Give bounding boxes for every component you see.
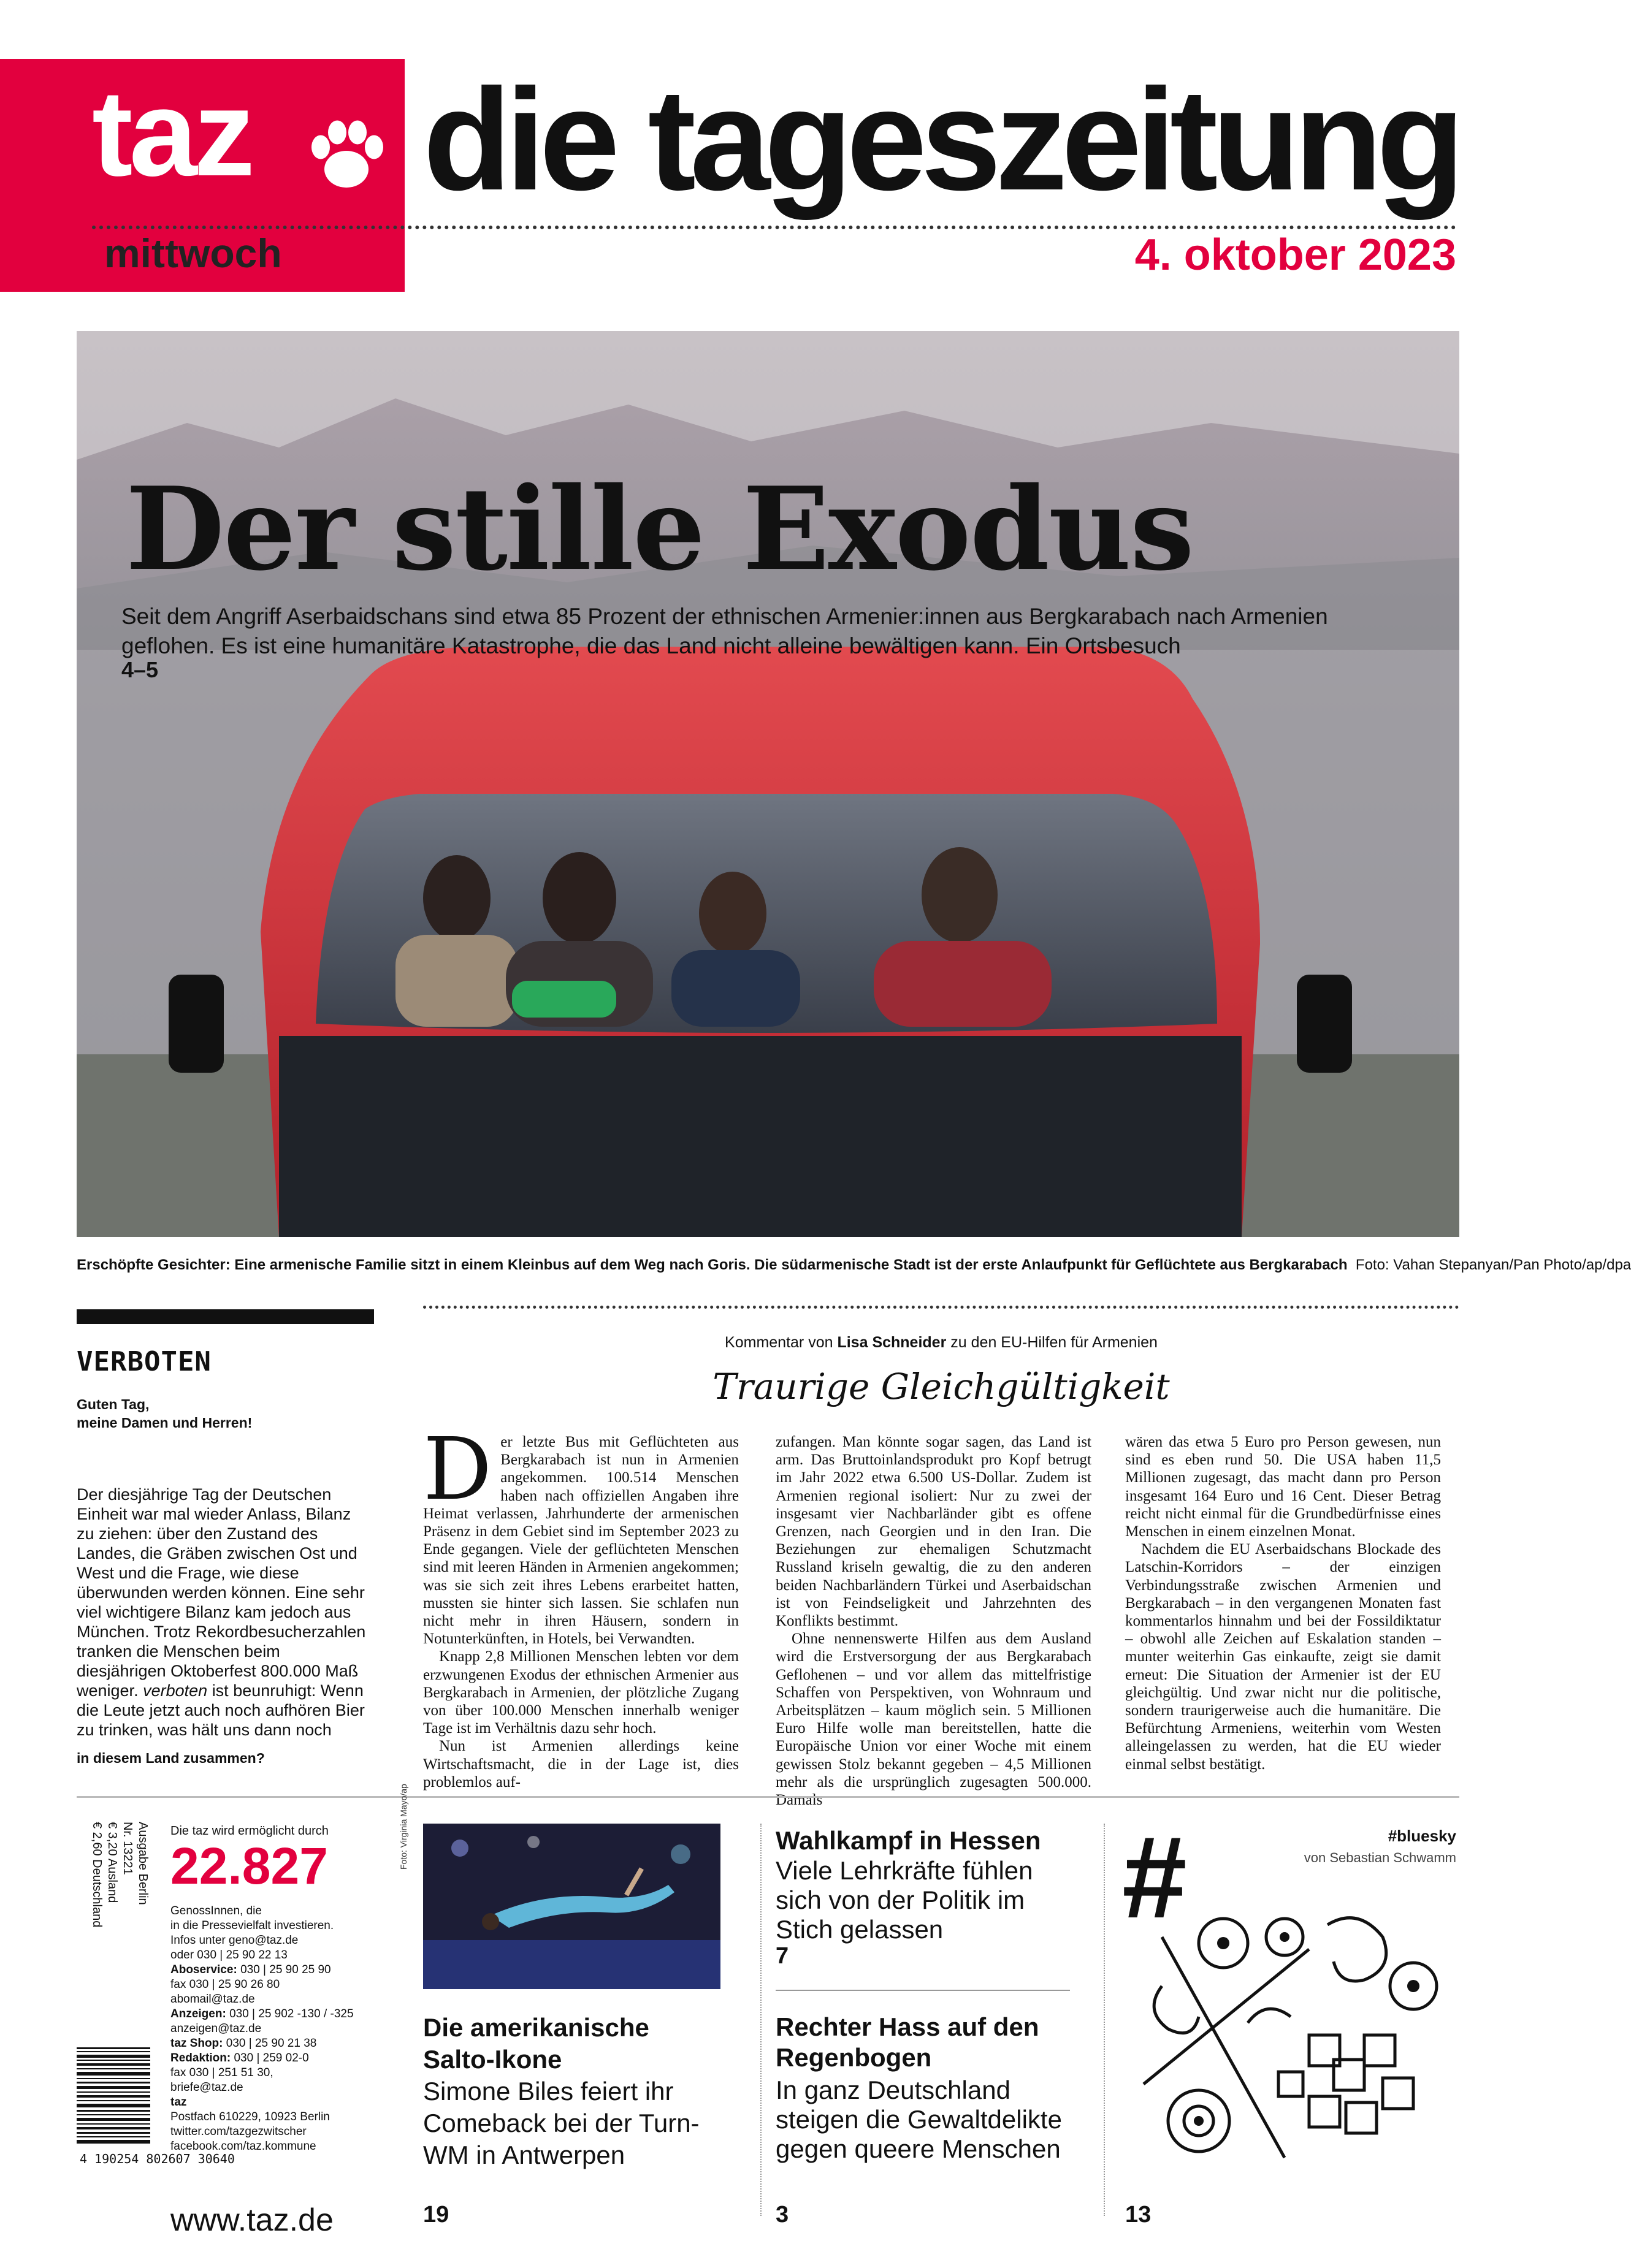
teaser-body: In ganz Deutschland steigen die Gewaltdelikte gegen queere Menschen: [776, 2076, 1062, 2163]
comment-title[interactable]: Traurige Gleichgültigkeit: [712, 1366, 1170, 1407]
comment-paragraph: wären das etwa 5 Euro pro Person gewesen, nun sind es eben rund 50. Die USA haben 11,5 Millionen zugesagt, das macht dann pro Person insgesamt 164 Euro und 16 Cent. Dieser Betrag reicht nicht einmal für die Grundbedürfnisse eines Menschen in einem einzelnen Monat.: [1125, 1434, 1441, 1540]
teaser-title[interactable]: Wahlkampf in Hessen: [776, 1826, 1041, 1855]
cover-headline[interactable]: Der stille Exodus: [126, 462, 1193, 596]
bluesky-title[interactable]: #bluesky: [1388, 1827, 1456, 1845]
verboten-body-tail: ist beunruhigt: Wenn die Leute jetzt auch noch aufhören Bier zu trinken, was hält uns dann noch: [77, 1681, 365, 1739]
bluesky-illustration: [1125, 1900, 1459, 2194]
comment-column-2: [776, 1433, 1091, 1809]
comment-author[interactable]: Lisa Schneider: [837, 1334, 947, 1351]
photo-caption: [77, 1257, 1631, 1274]
anzeigen-value[interactable]: 030 | 25 902 -130 / -325 anzeigen@taz.de: [170, 2007, 354, 2035]
dotted-divider: [92, 226, 1456, 229]
issue-date: 4. oktober 2023: [1134, 230, 1456, 280]
verboten-body: [77, 1485, 371, 1740]
verboten-em: verboten: [143, 1681, 208, 1700]
photo-credit: Foto: Virginia Mayo/ap: [399, 1784, 408, 1870]
hash-icon: #: [1122, 1813, 1187, 1943]
column-divider: [760, 1824, 762, 2216]
comment-paragraph: Nun ist Armenien allerdings keine Wirtschaftsmacht, die in der Lage ist, dies problemlos auf-: [423, 1738, 739, 1790]
teaser-page[interactable]: 3: [776, 2202, 789, 2228]
bluesky-page[interactable]: 13: [1125, 2202, 1152, 2228]
genossen-intro: GenossInnen, die in die Pressevielfalt investieren. Infos unter geno@taz.de oder 030 | 25 90 22 13: [170, 1905, 334, 1962]
redaktion-label: Redaktion:: [170, 2052, 231, 2064]
redaktion-value[interactable]: 030 | 259 02-0 fax 030 | 251 51 30, briefe@taz.de: [170, 2052, 309, 2094]
verboten-ending: in diesem Land zusammen?: [77, 1750, 265, 1766]
teaser-title[interactable]: Die amerikanische Salto-Ikone: [423, 2013, 649, 2074]
taz-logo[interactable]: taz: [92, 65, 251, 202]
comment-column-1: [423, 1420, 739, 1791]
teaser-page[interactable]: 7: [776, 1943, 789, 1969]
verboten-greeting: Guten Tag, meine Damen und Herren!: [77, 1396, 253, 1431]
teaser-body: Viele Lehrkräfte fühlen sich von der Politik im Stich gelassen: [776, 1856, 1033, 1944]
caption-text: Erschöpfte Gesichter: Eine armenische Familie sitzt in einem Kleinbus auf dem Weg nach Goris. Die südarmenische Stadt ist der erste Anlaufpunkt für Geflüchtete aus Bergkarabach: [77, 1257, 1348, 1273]
imprint-contacts: [170, 1904, 373, 2154]
gymnast-photo: [423, 1824, 720, 1989]
caption-credit: Foto: Vahan Stepanyan/Pan Photo/ap/dpa: [1355, 1257, 1631, 1273]
teaser-divider: [776, 1990, 1070, 1991]
teaser-page[interactable]: 19: [423, 2202, 449, 2228]
barcode-icon: [77, 2047, 150, 2145]
masthead-title: die tageszeitung: [423, 59, 1459, 221]
weekday: mittwoch: [104, 230, 282, 276]
comment-column-3: [1125, 1433, 1441, 1773]
comment-paragraph: Knapp 2,8 Millionen Menschen lebten vor dem erzwungenen Exodus der ethnischen Armenier aus Bergkarabach in Armenien, der plötzliche Zugang von über 100.000 Menschen innerhalb weniger Tage ist im Verhältnis dazu sehr hoch.: [423, 1648, 739, 1737]
barcode-number: 4 190254 802607 30640: [80, 2152, 235, 2166]
section-divider: [77, 1796, 1459, 1798]
comment-paragraph: zufangen. Man könnte sogar sagen, das Land ist arm. Das Bruttoinlandsprodukt pro Kopf betrugt im Jahr 2022 etwa 6.500 US-Dollar. Zudem ist Armenien regional isoliert: Nur zu zwei der insgesamt vier Nachbarländer gibt es offene Grenzen, nach Georgien und in den Iran. Die Beziehungen zur ehemaligen Schutzmacht Russland kriseln gewaltig, die zu den anderen beiden Nachbarländern Türkei und Aserbaidschan ist von Feindseligkeit und Jahrzehnten des Konflikts bestimmt.: [776, 1434, 1091, 1630]
cover-page-ref[interactable]: 4–5: [121, 657, 159, 682]
verboten-body-text: Der diesjährige Tag der Deutschen Einheit war mal wieder Anlass, Bilanz zu ziehen: über den Zustand des Landes, die Gräben zwischen Ost und West und die Frage, wie diese überwunden werden können. Eine sehr viel wichtigere Bilanz kam jedoch aus München. Trotz Rekordbesucherzahlen tranken die Menschen beim diesjährigen Oktoberfest 800.000 Maß weniger.: [77, 1485, 366, 1700]
bluesky-author: von Sebastian Schwamm: [1304, 1850, 1456, 1865]
genossen-heading: Die taz wird ermöglicht durch: [170, 1824, 329, 1838]
cover-deck: Seit dem Angriff Aserbaidschans sind etwa 85 Prozent der ethnischen Armenier:innen aus Bergkarabach nach Armenien geflohen. Es ist eine humanitäre Katastrophe, die das Land nicht alleine bewältigen kann. Ein Ortsbesuch: [121, 604, 1328, 658]
taz-label: taz: [170, 2096, 187, 2109]
edition-info-text: Ausgabe Berlin Nr. 13221 € 3,20 Ausland € 2,60 Deutschland: [90, 1822, 150, 1928]
shop-label: taz Shop:: [170, 2037, 223, 2050]
paw-icon: [300, 110, 392, 202]
genossen-count: 22.827: [170, 1837, 328, 1895]
drop-cap: D: [423, 1420, 492, 1520]
kicker-pre: Kommentar von: [725, 1334, 833, 1351]
website-link[interactable]: www.taz.de: [170, 2202, 334, 2238]
verboten-bar: [77, 1309, 374, 1324]
comment-paragraph: er letzte Bus mit Geflüchteten aus Bergkarabach ist nun in Armenien angekommen. 100.514 Menschen haben nach offiziellen Angaben ihre Heimat verlassen, Jahrhunderte der armenischen Präsenz in dem Gebiet sind im September 2023 zu Ende gegangen. Viele der geflüchteten Menschen sind mit leeren Händen in Armenien angekommen; was sie sich zeit ihres Lebens erarbeitet hatten, mussten sie hinter sich lassen. Sie schlafen nun nicht mehr in ihren Häusern, sondern in Notunterkünften, in Hotels, bei Verwandten.: [423, 1434, 739, 1648]
teaser-title[interactable]: Rechter Hass auf den Regenbogen: [776, 2012, 1039, 2072]
comment-paragraph: Nachdem die EU Aserbaidschans Blockade des Latschin-Korridors – der einzigen Verbindungsstraße zwischen Armenien und Bergkarabach – in den vergangenen Monaten fast kommentarlos hinnahm und bei der Fossildiktatur – obwohl alle Zeichen auf Eskalation standen – munter weiterhin Gas einkaufte, zeigt sie damit erneut: Die Situation der Armenier ist der EU gleichgültig. Und zwar nicht nur die politische, sondern traurigerweise auch die humanitäre. Die Befürchtung Armeniens, weiterhin vom Westen alleingelassen zu werden, hat die EU wieder einmal selbst bestätigt.: [1125, 1541, 1441, 1773]
kicker-post: zu den EU-Hilfen für Armenien: [950, 1334, 1158, 1351]
anzeigen-label: Anzeigen:: [170, 2007, 226, 2020]
verboten-title: VERBOTEN: [77, 1346, 212, 1377]
comment-kicker: [423, 1334, 1459, 1352]
abo-label: Aboservice:: [170, 1963, 237, 1976]
abo-value[interactable]: 030 | 25 90 25 90 fax 030 | 25 90 26 80 abomail@taz.de: [170, 1963, 331, 2006]
column-divider: [1104, 1824, 1105, 2216]
dotted-divider: [423, 1306, 1459, 1309]
comment-paragraph: Ohne nennenswerte Hilfen aus dem Ausland wird die Erstversorgung der aus Bergkarabach Geflohenen – und vor allem das mittelfristige Schaffen von Perspektiven, von Wohnraum und Arbeitsplätzen – kaum möglich sein. 5 Millionen Euro Hilfe wolle man bereitstellen, hatte die Europäische Union vor einer Woche mit einem gewissen Stolz bekannt gegeben – 4,5 Millionen mehr als die ursprünglich zugesagten 500.000. Damals: [776, 1631, 1091, 1809]
teaser-body: Simone Biles feiert ihr Comeback bei der Turn-WM in Antwerpen: [423, 2077, 700, 2169]
shop-value[interactable]: 030 | 25 90 21 38: [226, 2037, 317, 2050]
taz-value[interactable]: Postfach 610229, 10923 Berlin twitter.com/tazgezwitscher facebook.com/taz.kommune: [170, 2110, 330, 2153]
